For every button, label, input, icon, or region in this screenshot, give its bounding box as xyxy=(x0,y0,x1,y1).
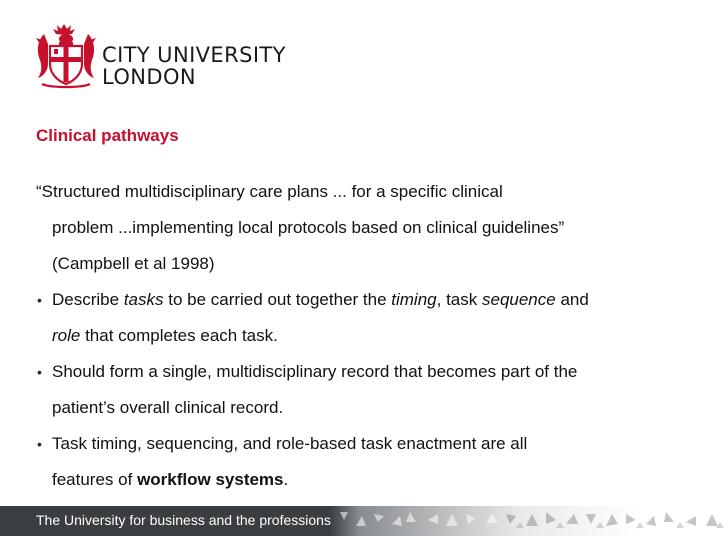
text: Describe xyxy=(52,290,124,309)
bullet-3-line-1: Task timing, sequencing, and role-based task enactment are all xyxy=(52,434,528,453)
emphasis-role: role xyxy=(52,326,81,345)
emphasis-timing: timing xyxy=(391,290,437,309)
footer-tagline: The University for business and the professions xyxy=(36,512,331,528)
bullet-3-line-2 xyxy=(52,469,288,491)
emphasis-workflow-systems: workflow systems xyxy=(137,470,284,489)
bullet-marker: • xyxy=(37,292,42,308)
footer-bar xyxy=(0,506,728,536)
university-logo xyxy=(34,22,286,92)
bullet-marker: • xyxy=(37,436,42,452)
text: , task xyxy=(436,290,482,309)
university-name-line1: CITY UNIVERSITY xyxy=(102,43,286,67)
text: that completes each task. xyxy=(80,326,278,345)
university-name-line2: LONDON xyxy=(102,65,196,89)
text: and xyxy=(555,290,589,309)
quote-line-2: problem ...implementing local protocols based on clinical guidelines” xyxy=(52,218,565,237)
text: features of xyxy=(52,470,138,489)
bullet-2-line-2: patient’s overall clinical record. xyxy=(52,398,284,417)
footer-pattern-graphic xyxy=(330,506,728,536)
quote-citation: (Campbell et al 1998) xyxy=(52,254,215,273)
emphasis-tasks: tasks xyxy=(123,290,164,309)
crest-icon xyxy=(34,22,98,90)
text: to be carried out together the xyxy=(163,290,392,309)
bullet-2-line-1: Should form a single, multidisciplinary record that becomes part of the xyxy=(52,362,578,381)
quote-line-1: “Structured multidisciplinary care plans ... for a specific clinical xyxy=(36,182,503,201)
emphasis-sequence: sequence xyxy=(481,290,556,309)
bullet-marker: • xyxy=(37,364,42,380)
text: . xyxy=(283,470,289,489)
slide-title: Clinical pathways xyxy=(36,126,179,145)
bullet-1-line-1 xyxy=(52,289,589,311)
bullet-1-line-2 xyxy=(52,325,278,347)
